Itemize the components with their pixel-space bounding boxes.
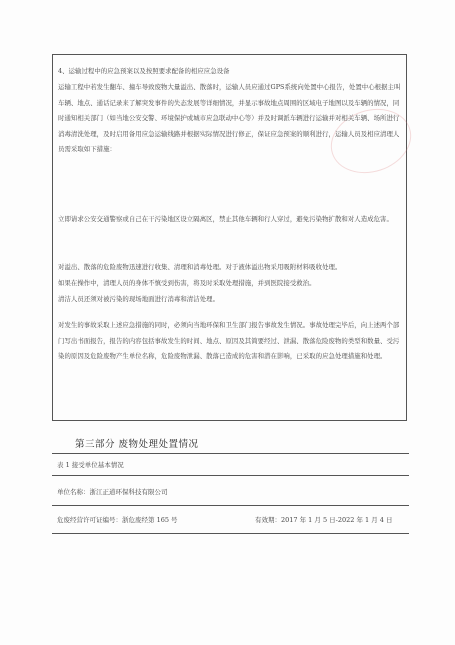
validity-period: 有效期：2017 年 1 月 5 日-2022 年 1 月 4 日 (255, 516, 393, 524)
table-row-license (52, 506, 409, 534)
paragraph-heading: 4、运输过程中的应急预案以及按照要求配备的相应应急设备 (58, 67, 230, 75)
table-header-row (52, 454, 409, 476)
section-title: 第三部分 废物处理处置情况 (75, 439, 199, 450)
table-header: 表 1 接受单位基本情况 (57, 461, 124, 469)
paragraph-cleaning: 清洁人员还须对被污染的现场地面进行消毒和清洁处理。 (58, 295, 220, 303)
receiver-info-table (52, 453, 409, 534)
paragraph-injury: 如果在操作中，清理人员的身体不慎受到伤害，将及时采取处理措施，并到医院接受救治。 (58, 279, 316, 287)
paragraph-accident: 运输工程中若发生翻车、撞车导致废物大量溢出、散落时，运输人员应通过GPS系统向处置中心报告，处置中心根据主叫车辆、地点、通话记录来了解突发事件的失态发展等详细情况，并显示事故地点周围的区域电子地图以及车辆的情况，同时通知相关部门（如当地公安交警、环境保护或城市应急联动中心等）并及时调派车辆进行运输并对相关车辆、场所进行消毒清洗处理，及时启用备用应急运输线路并根据实际情况进行修正，保证应急预案的顺利进行，运输人员及相应清理人员需采取如下措施： (58, 83, 401, 153)
license-number: 危废经营许可证编号：浙危废经第 165 号 (57, 516, 178, 524)
paragraph-collection: 对溢出、散落的危险废物迅速进行收集、清理和消毒处理。对于液体溢出物采用吸附材料吸收处理。 (58, 263, 342, 271)
paragraph-report: 对发生的事故采取上述应急措施的同时，必须向当地环保和卫生部门报告事故发生情况。事故处理完毕后，向上述两个部门写出书面报告，报告的内容包括事故发生的时间、地点、原因及其简要经过、泄漏、散落危险废物的类型和数量、受污染的原因及危险废物产生单位名称，危险废物泄漏、散落已造成的危害和潜在影响，已采取的应急处理措施和处理。 (58, 321, 400, 360)
table-row-unit (52, 476, 409, 506)
paragraph-isolation: 立即请求公安交通警察或自己在干污染地区设立隔离区，禁止其他车辆和行人穿过，避免污染物扩散和对人造成危害。 (58, 215, 393, 223)
unit-name: 单位名称：浙江正道环保科技有限公司 (57, 488, 168, 496)
